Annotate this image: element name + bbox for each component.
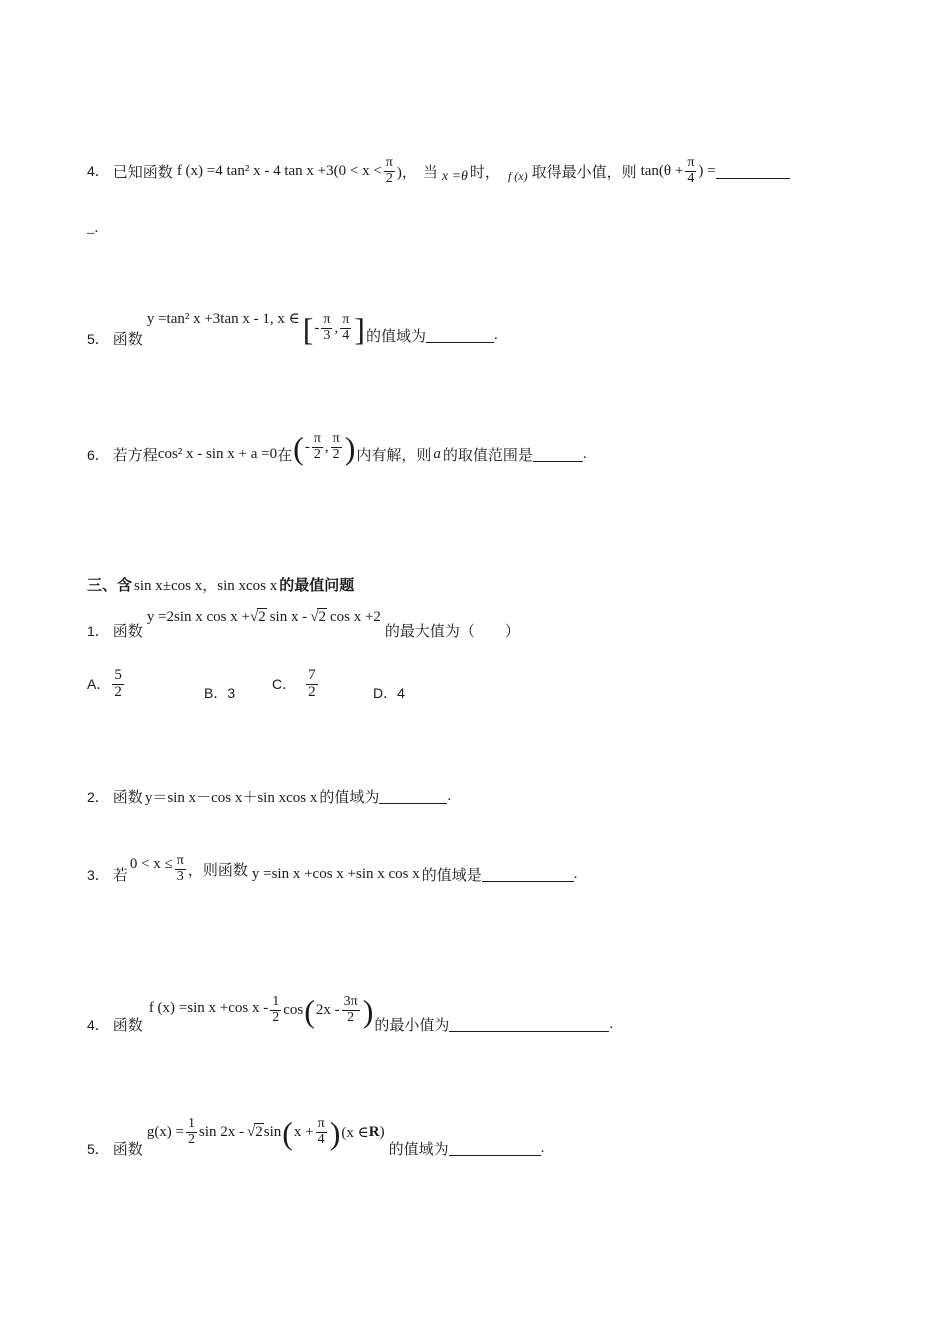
question-number: 3． — [87, 866, 109, 883]
question-text: ，则函数 — [187, 861, 248, 879]
fraction: $\frac{1}{2}$ — [272, 994, 280, 1025]
option-d[interactable] — [373, 683, 405, 703]
question-3-5 — [87, 1106, 544, 1159]
formula: cos — [283, 1002, 304, 1018]
heading-text: 的最值问题 — [279, 576, 355, 594]
fraction: $\frac{\pi}{3}$ — [323, 312, 331, 343]
fraction: $\frac{3\pi}{2}$ — [343, 994, 358, 1025]
question-text: 若 — [112, 866, 128, 884]
question-3-3 — [87, 854, 578, 885]
formula: sin 2x - — [199, 1124, 245, 1140]
answer-blank[interactable] — [449, 1017, 609, 1032]
option-c[interactable] — [272, 668, 320, 701]
formula: sin x - — [269, 609, 308, 625]
formula: 2x - — [315, 1002, 340, 1018]
right-bracket: ] — [354, 310, 365, 347]
question-number: 5． — [87, 1140, 109, 1157]
option-label: C． — [272, 676, 297, 693]
minus-sign: - — [304, 439, 310, 455]
question-2-4 — [87, 156, 790, 186]
answer-blank-tail: _. — [87, 220, 99, 236]
formula: y =2sin x cos x + — [146, 609, 250, 625]
formula: f (x) =sin x +cos x - — [148, 1000, 269, 1016]
fraction: $\frac{\pi}{4}$ — [342, 312, 350, 343]
left-bracket: [ — [302, 310, 314, 347]
question-3-2 — [87, 786, 451, 807]
sqrt-2: √2 — [310, 609, 326, 625]
formula: x + — [293, 1124, 314, 1140]
question-text: 内有解，则 — [356, 446, 432, 464]
formula: (x ∈ — [341, 1125, 369, 1141]
answer-blank[interactable] — [482, 867, 574, 882]
question-text: 函数 — [112, 1016, 143, 1034]
comma: , — [334, 320, 339, 336]
option-fraction: $\frac{5}{2}$ — [114, 667, 122, 700]
question-2-6 — [87, 430, 587, 465]
question-text: 的取值范围是 — [442, 446, 533, 464]
answer-blank[interactable] — [449, 1141, 541, 1156]
answer-blank[interactable] — [426, 328, 494, 343]
formula: cos x +2 — [329, 609, 381, 625]
option-fraction: $\frac{7}{2}$ — [308, 667, 316, 700]
formula: tan(θ + — [640, 162, 684, 179]
fraction: $\frac{\pi}{3}$ — [176, 853, 184, 884]
option-label: B．3 — [204, 685, 236, 701]
formula: y =sin x +cos x +sin x cos x — [251, 866, 420, 882]
formula: cos² x - sin x + a =0 — [157, 446, 278, 462]
question-number: 6． — [87, 446, 109, 463]
fraction: $\frac{\pi}{2}$ — [313, 431, 321, 462]
comma: , — [324, 439, 329, 455]
question-text: 函数 — [112, 622, 143, 640]
left-paren: ( — [282, 1114, 293, 1151]
heading-formula: sin x±cos x，sin xcos x — [134, 578, 278, 594]
formula: ) — [379, 1124, 385, 1140]
real-numbers-symbol: R — [368, 1124, 380, 1140]
question-text: 的值域为 — [365, 327, 426, 345]
formula: sin — [263, 1124, 282, 1140]
question-text: 在 — [277, 446, 293, 464]
question-text: 的最大值为（ ） — [384, 622, 520, 640]
question-text: 已知函数 — [112, 162, 173, 181]
formula: f (x) =4 tan² x - 4 tan x +3(0 < x < — [176, 162, 382, 179]
option-a[interactable] — [87, 668, 126, 701]
formula: ) = — [698, 162, 716, 179]
formula: f (x) — [507, 168, 528, 183]
sqrt-2: √2 — [247, 1124, 263, 1140]
formula: )， — [396, 164, 417, 181]
fraction: $\frac{\pi}{2}$ — [332, 431, 340, 462]
question-2-4-tail — [87, 220, 98, 237]
fraction: $\frac{1}{2}$ — [188, 1116, 196, 1147]
question-number: 5． — [87, 330, 109, 347]
answer-blank[interactable] — [379, 789, 447, 804]
question-text: 的值域为 — [388, 1140, 449, 1158]
question-text: 当 — [422, 162, 438, 181]
fraction: $\frac{\pi}{2}$ — [385, 155, 393, 186]
period: . — [609, 1016, 614, 1032]
option-b[interactable] — [204, 683, 235, 703]
option-label: A． — [87, 676, 111, 693]
question-text: 函数 — [112, 1140, 143, 1158]
fraction: $\frac{\pi}{4}$ — [317, 1116, 325, 1147]
section-heading — [87, 574, 354, 595]
question-text: 函数 — [112, 330, 143, 348]
formula: y =tan² x +3tan x - 1, x ∈ — [146, 311, 300, 327]
formula: x =θ — [441, 169, 468, 185]
answer-blank[interactable] — [533, 447, 583, 462]
question-number: 4． — [87, 163, 109, 180]
answer-blank[interactable] — [716, 164, 790, 179]
sqrt-2: √2 — [249, 609, 266, 625]
period: . — [540, 1140, 545, 1156]
fraction: $\frac{\pi}{4}$ — [687, 155, 695, 186]
formula: 0 < x ≤ — [129, 856, 173, 872]
variable-a: a — [433, 446, 441, 462]
formula: g(x) = — [146, 1124, 185, 1140]
minus-sign: - — [314, 320, 320, 336]
heading-text: 三、含 — [87, 576, 133, 594]
period: . — [573, 866, 578, 882]
right-paren: ) — [362, 992, 374, 1029]
question-text: 若方程 — [112, 446, 158, 464]
question-text: 函数 — [112, 788, 143, 806]
question-number: 1． — [87, 622, 109, 639]
right-paren: ) — [329, 1114, 341, 1151]
question-number: 2． — [87, 788, 109, 805]
formula: y＝sin x－cos x＋sin xcos x — [144, 790, 318, 806]
question-number: 4． — [87, 1016, 109, 1033]
option-label: D．4 — [373, 685, 405, 701]
question-text: 取得最小值，则 — [531, 162, 637, 181]
left-bracket: ( — [293, 429, 304, 466]
question-text: 的值域为 — [319, 788, 380, 806]
left-paren: ( — [304, 992, 315, 1029]
question-3-4 — [87, 986, 613, 1035]
period: . — [493, 327, 498, 343]
question-3-1 — [87, 604, 520, 641]
question-2-5 — [87, 308, 498, 349]
right-bracket: ) — [344, 429, 356, 466]
question-text: 的值域是 — [421, 866, 482, 884]
period: . — [582, 446, 587, 462]
question-text: 的最小值为 — [374, 1016, 450, 1034]
period: . — [447, 788, 452, 804]
question-text: 时， — [469, 162, 500, 181]
